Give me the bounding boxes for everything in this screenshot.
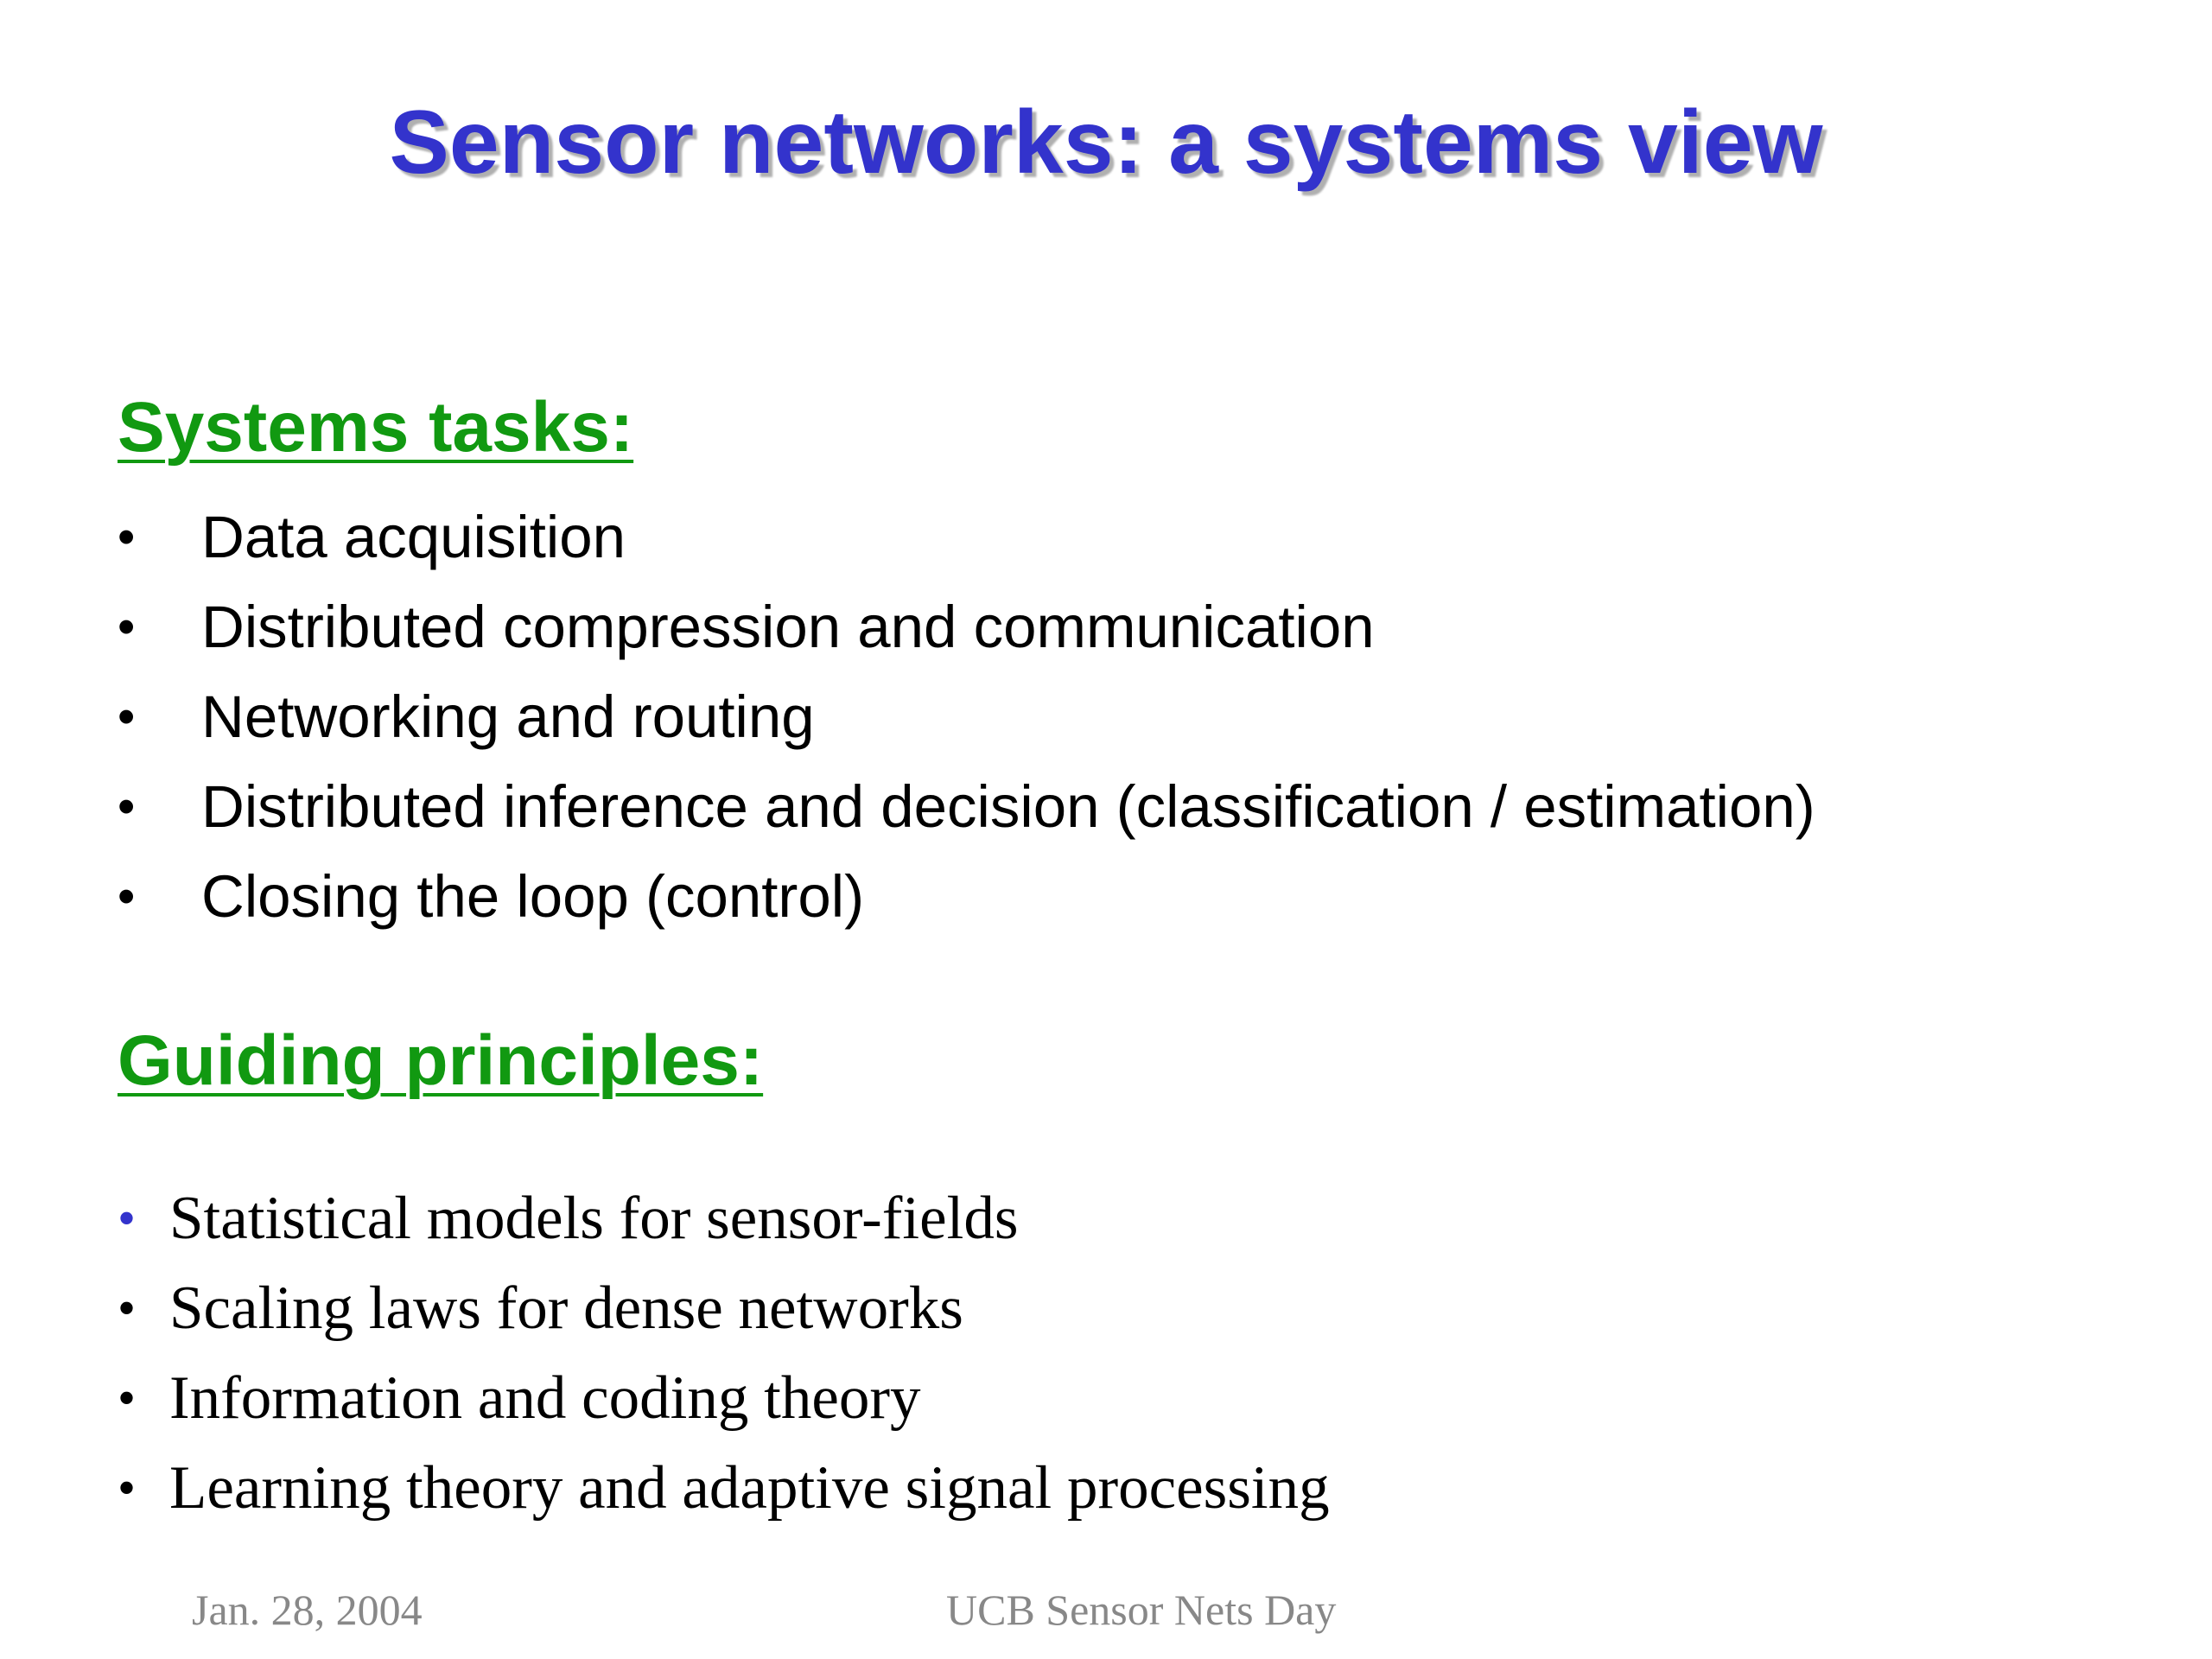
list-item-text: Closing the loop (control): [201, 863, 865, 930]
list-item-text: Information and coding theory: [169, 1364, 921, 1432]
bullet: •: [118, 1370, 137, 1427]
bullet: •: [118, 779, 136, 835]
list-item-text: Scaling laws for dense networks: [169, 1274, 963, 1342]
bullet: •: [118, 1190, 137, 1247]
list-item-text: Distributed inference and decision (classification / estimation): [201, 773, 1815, 840]
bullet: •: [118, 689, 136, 745]
bullet: •: [118, 1280, 137, 1337]
guiding-principles-heading: Guiding principles:: [118, 1021, 764, 1100]
footer-event: UCB Sensor Nets Day: [946, 1586, 1337, 1634]
bullet: •: [118, 599, 136, 655]
list-item-text: Networking and routing: [201, 683, 815, 750]
slide-title: Sensor networks: a systems view: [389, 92, 1823, 193]
footer-date: Jan. 28, 2004: [192, 1586, 423, 1634]
list-item-text: Data acquisition: [201, 504, 626, 570]
bullet: •: [118, 1459, 137, 1516]
bullet: •: [118, 868, 136, 925]
systems-tasks-heading: Systems tasks:: [118, 388, 634, 467]
bullet: •: [118, 509, 136, 565]
list-item-text: Distributed compression and communication: [201, 594, 1375, 660]
list-item-text: Learning theory and adaptive signal processing: [169, 1454, 1330, 1522]
list-item-text: Statistical models for sensor-fields: [169, 1185, 1019, 1252]
